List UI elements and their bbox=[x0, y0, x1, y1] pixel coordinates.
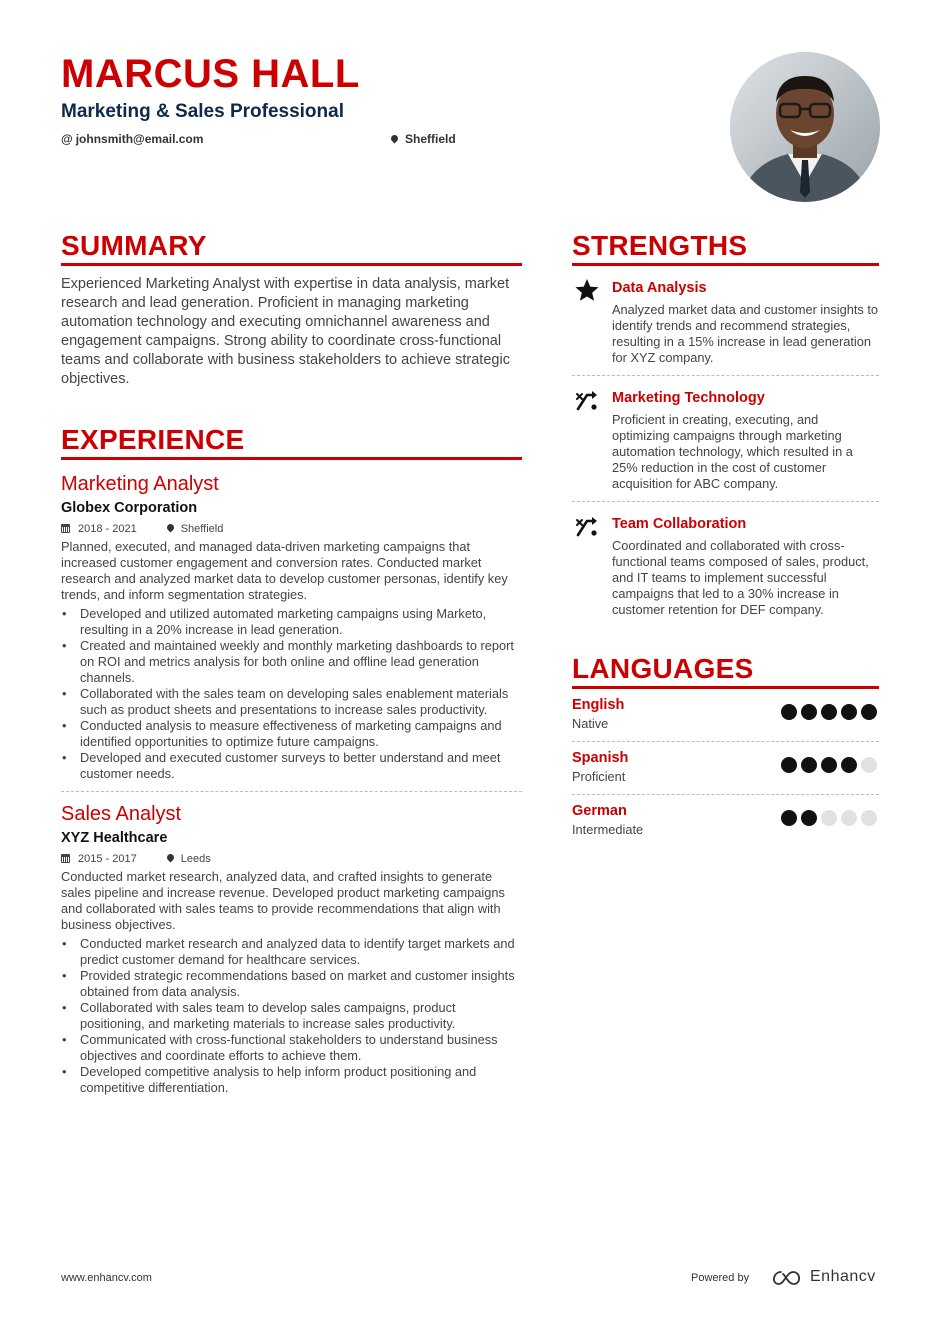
resume-header bbox=[61, 52, 721, 149]
star-icon bbox=[574, 278, 600, 302]
route-arrow-icon bbox=[574, 514, 600, 538]
rating-dot-empty bbox=[861, 757, 877, 773]
language-item bbox=[572, 689, 879, 742]
job-location-text: Leeds bbox=[180, 853, 211, 865]
contact-email[interactable] bbox=[61, 132, 203, 146]
at-icon: @ bbox=[61, 132, 73, 146]
brand-name: Enhancv bbox=[810, 1268, 876, 1285]
rating-dot-filled bbox=[781, 810, 797, 826]
job-bullet: • Communicated with cross-functional stakeholders to understand business objectives and coordinate efforts to achieve them. bbox=[61, 1032, 522, 1064]
language-name: Spanish bbox=[572, 750, 629, 766]
route-arrow-icon bbox=[574, 388, 600, 412]
enhancv-logo-icon bbox=[769, 1268, 804, 1288]
location-pin-icon bbox=[165, 523, 175, 533]
calendar-icon bbox=[61, 524, 70, 533]
strength-title: Data Analysis bbox=[612, 280, 707, 296]
job-description: Planned, executed, and managed data-driven marketing campaigns that increased customer engagement and conversion rates. Conducted market research and analyzed market data to develop customer personas, identify key trends, and inform segmentation strategies. bbox=[61, 539, 508, 602]
strengths-heading: STRENGTHS bbox=[572, 230, 879, 266]
language-level: Native bbox=[572, 716, 609, 731]
language-rating bbox=[777, 757, 877, 778]
rating-dot-empty bbox=[861, 810, 877, 826]
job-bullet: • Developed and executed customer surveys to better understand and meet customer needs. bbox=[61, 750, 522, 782]
job-dates: 2018 - 2021 bbox=[78, 523, 137, 535]
job-meta bbox=[61, 521, 522, 537]
email-text: johnsmith@email.com bbox=[75, 132, 204, 146]
job-dates: 2015 - 2017 bbox=[78, 853, 137, 865]
job-description: Conducted market research, analyzed data, and crafted insights to generate sales pipeline and increase revenue. Developed product marketing campaigns and collaborated with sales teams to provide recommendations that align with business objectives. bbox=[61, 869, 505, 932]
job-location-text: Sheffield bbox=[180, 523, 224, 535]
strength-title: Marketing Technology bbox=[612, 390, 765, 406]
experience-item bbox=[61, 802, 522, 1096]
rating-dot-filled bbox=[841, 757, 857, 773]
location-pin-icon bbox=[390, 134, 400, 144]
job-meta bbox=[61, 851, 522, 867]
calendar-icon bbox=[61, 854, 70, 863]
language-rating bbox=[777, 704, 877, 725]
rating-dot-filled bbox=[841, 704, 857, 720]
strength-description: Proficient in creating, executing, and optimizing campaigns through marketing automation technology, which resulted in a 25% reduction in the cost of customer acquisition for ABC company. bbox=[612, 412, 853, 491]
job-bullet: • Created and maintained weekly and monthly marketing dashboards to report on ROI and metrics analysis for both online and offline lead generation channels. bbox=[61, 638, 522, 686]
left-column bbox=[61, 230, 522, 1096]
language-name: English bbox=[572, 697, 625, 713]
summary-text: Experienced Marketing Analyst with expertise in data analysis, market research and lead generation. Proficient in managing marketing automation technology and executing omnichannel awareness and engagement campaigns. Strong ability to coordinate cross-functional teams and collaborate with business stakeholders to achieve strategic objectives. bbox=[61, 276, 510, 387]
job-company: Globex Corporation bbox=[61, 500, 198, 516]
location-pin-icon bbox=[165, 853, 175, 863]
rating-dot-filled bbox=[781, 704, 797, 720]
job-location bbox=[165, 523, 224, 535]
job-bullet: • Developed competitive analysis to help inform product positioning and competitive differentiation. bbox=[61, 1064, 522, 1096]
job-title: Marketing Analyst bbox=[61, 473, 219, 495]
experience-heading: EXPERIENCE bbox=[61, 424, 522, 460]
language-name: German bbox=[572, 803, 627, 819]
rating-dot-empty bbox=[841, 810, 857, 826]
rating-dot-empty bbox=[821, 810, 837, 826]
language-level: Intermediate bbox=[572, 822, 644, 837]
section-divider bbox=[61, 791, 522, 792]
strength-item bbox=[572, 502, 879, 627]
language-rating bbox=[777, 810, 877, 831]
contact-row bbox=[61, 129, 721, 149]
job-company: XYZ Healthcare bbox=[61, 830, 168, 846]
job-bullet: • Provided strategic recommendations based on market and customer insights obtained from data analysis. bbox=[61, 968, 522, 1000]
strength-title: Team Collaboration bbox=[612, 516, 747, 532]
rating-dot-filled bbox=[861, 704, 877, 720]
summary-heading: SUMMARY bbox=[61, 230, 522, 266]
location-text: Sheffield bbox=[405, 132, 456, 146]
candidate-role: Marketing & Sales Professional bbox=[61, 101, 344, 122]
experience-item bbox=[61, 472, 522, 782]
language-item bbox=[572, 742, 879, 795]
rating-dot-filled bbox=[781, 757, 797, 773]
job-bullet: • Conducted analysis to measure effectiveness of marketing campaigns and identified opportunities to optimize future campaigns. bbox=[61, 718, 522, 750]
profile-photo-illustration bbox=[730, 52, 880, 202]
job-bullet: • Conducted market research and analyzed data to identify target markets and predict customer demand for healthcare services. bbox=[61, 936, 522, 968]
strength-description: Analyzed market data and customer insights to identify trends and recommend strategies, resulting in a 15% increase in lead generation for XYZ company. bbox=[612, 302, 879, 365]
contact-location bbox=[389, 132, 456, 146]
strength-item bbox=[572, 376, 879, 502]
rating-dot-filled bbox=[801, 757, 817, 773]
footer-website[interactable]: www.enhancv.com bbox=[61, 1272, 152, 1284]
profile-photo bbox=[730, 52, 880, 202]
language-item bbox=[572, 795, 879, 848]
job-bullets bbox=[61, 936, 522, 1096]
languages-heading: LANGUAGES bbox=[572, 653, 879, 689]
job-bullet: • Collaborated with sales team to develop sales campaigns, product positioning, and marketing materials to increase sales productivity. bbox=[61, 1000, 522, 1032]
rating-dot-filled bbox=[801, 810, 817, 826]
job-title: Sales Analyst bbox=[61, 803, 182, 825]
strength-item bbox=[572, 266, 879, 376]
rating-dot-filled bbox=[821, 757, 837, 773]
candidate-name: MARCUS HALL bbox=[61, 52, 360, 96]
job-bullet: • Collaborated with the sales team on developing sales enablement materials such as product sheets and presentations to increase sales productivity. bbox=[61, 686, 522, 718]
right-column bbox=[572, 230, 879, 848]
language-level: Proficient bbox=[572, 769, 626, 784]
job-bullet: • Developed and utilized automated marketing campaigns using Marketo, resulting in a 20% increase in lead generation. bbox=[61, 606, 522, 638]
powered-by-label: Powered by bbox=[691, 1272, 750, 1284]
strength-description: Coordinated and collaborated with cross-functional teams composed of sales, product, and IT teams to implement successful campaigns that led to a 30% increase in customer retention for DEF company. bbox=[612, 538, 869, 617]
job-location bbox=[165, 853, 211, 865]
rating-dot-filled bbox=[801, 704, 817, 720]
rating-dot-filled bbox=[821, 704, 837, 720]
job-bullets bbox=[61, 606, 522, 782]
